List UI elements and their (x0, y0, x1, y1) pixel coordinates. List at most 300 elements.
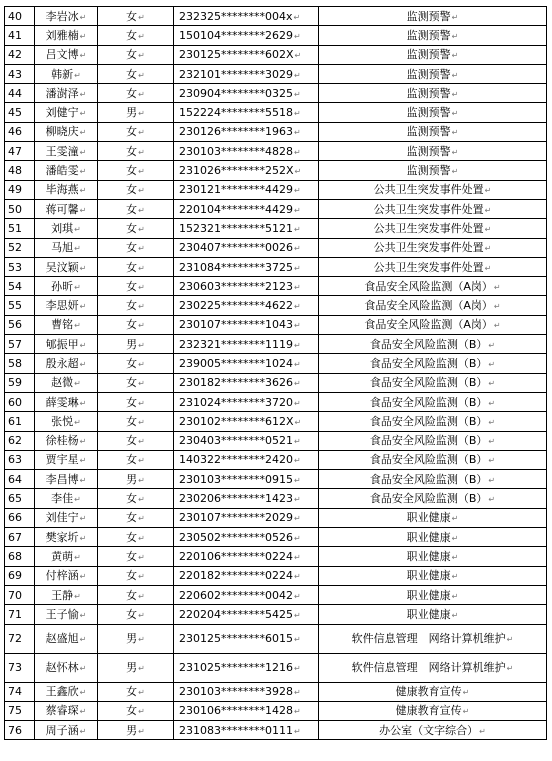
applied-position-cell (319, 470, 547, 489)
row-number: 67 (8, 530, 22, 544)
applicant-id-number-cell (174, 528, 319, 547)
paragraph-mark-icon: ↵ (138, 224, 145, 234)
paragraph-mark-icon: ↵ (74, 379, 81, 389)
row-number-cell (5, 122, 35, 141)
paragraph-mark-icon: ↵ (493, 321, 501, 331)
applicant-id-number-cell (174, 161, 319, 180)
table-row (5, 392, 547, 411)
applicant-name: 薛雯琳 (45, 395, 79, 409)
row-number: 45 (8, 106, 22, 120)
paragraph-mark-icon: ↵ (79, 533, 87, 543)
row-number: 74 (8, 685, 22, 699)
row-number: 50 (8, 202, 22, 216)
row-number: 56 (8, 318, 22, 332)
paragraph-mark-icon: ↵ (138, 167, 145, 177)
applied-position: 食品安全风险监测（B） (369, 472, 488, 486)
paragraph-mark-icon: ↵ (294, 167, 302, 177)
table-row (5, 489, 547, 508)
applicant-id-number-cell (174, 508, 319, 527)
applicant-name: 孙昕 (51, 279, 74, 293)
applicant-name: 黄萌 (51, 549, 74, 563)
applicant-name-cell (35, 335, 98, 354)
table-row (5, 508, 547, 527)
applied-position-cell (319, 431, 547, 450)
paragraph-mark-icon: ↵ (484, 244, 492, 254)
row-number: 54 (8, 279, 22, 293)
applicant-sex: 男 (126, 661, 138, 674)
paragraph-mark-icon: ↵ (138, 572, 145, 582)
applicant-sex: 女 (126, 588, 138, 602)
applicant-name-cell (35, 315, 98, 334)
row-number-cell (5, 180, 35, 199)
applicant-name: 李思妍 (45, 299, 79, 313)
applied-position: 食品安全风险监测（B） (369, 453, 488, 467)
applied-position-cell (319, 45, 547, 64)
applicant-name-cell (35, 721, 98, 740)
applied-position-cell (319, 701, 547, 720)
paragraph-mark-icon: ↵ (294, 224, 301, 234)
paragraph-mark-icon: ↵ (488, 437, 496, 447)
applied-position-cell (319, 624, 547, 653)
row-number: 41 (8, 28, 22, 42)
paragraph-mark-icon: ↵ (138, 70, 145, 80)
paragraph-mark-icon: ↵ (138, 186, 145, 196)
applicant-sex: 女 (126, 279, 138, 293)
applicant-id-number: 230121********4429 (179, 183, 293, 197)
applicant-sex-cell (98, 315, 174, 334)
applicant-name-cell (35, 296, 98, 315)
applicant-sex: 女 (126, 607, 138, 621)
applicant-name: 刘雅楠 (45, 28, 79, 42)
paragraph-mark-icon: ↵ (138, 282, 145, 292)
applicant-name: 李佳 (51, 492, 74, 506)
applied-position-cell (319, 508, 547, 527)
row-number-cell (5, 528, 35, 547)
paragraph-mark-icon: ↵ (79, 263, 87, 273)
applicant-sex-cell (98, 257, 174, 276)
applicant-id-number-cell (174, 373, 319, 392)
applicant-sex: 女 (126, 530, 138, 544)
applied-position: 监测预警 (406, 164, 451, 178)
applicant-name-cell (35, 45, 98, 64)
paragraph-mark-icon: ↵ (138, 398, 145, 408)
applicant-sex: 女 (126, 453, 138, 467)
applicant-sex: 女 (126, 511, 138, 525)
table-row (5, 199, 547, 218)
row-number-cell (5, 142, 35, 161)
row-number-cell (5, 605, 35, 624)
paragraph-mark-icon: ↵ (79, 726, 87, 736)
row-number: 69 (8, 569, 22, 583)
paragraph-mark-icon: ↵ (294, 244, 301, 254)
paragraph-mark-icon: ↵ (488, 379, 496, 389)
applied-position: 监测预警 (406, 86, 451, 100)
applied-position: 食品安全风险监测（B） (369, 376, 488, 390)
applicant-id-number-cell (174, 354, 319, 373)
applicant-id-number-cell (174, 701, 319, 720)
row-number-cell (5, 7, 35, 26)
table-row (5, 7, 547, 26)
applicant-sex-cell (98, 26, 174, 45)
row-number: 43 (8, 67, 22, 81)
applied-position-cell (319, 277, 547, 296)
paragraph-mark-icon: ↵ (79, 437, 87, 447)
applied-position: 食品安全风险监测（A岗） (364, 279, 493, 293)
applicant-name-cell (35, 489, 98, 508)
paragraph-mark-icon: ↵ (294, 635, 301, 644)
applicant-name: 潘皓雯 (45, 164, 79, 178)
row-number: 42 (8, 48, 22, 62)
paragraph-mark-icon: ↵ (451, 591, 459, 601)
paragraph-mark-icon: ↵ (74, 224, 81, 234)
applicant-id-number: 220104********4429 (179, 202, 293, 216)
applicant-sex-cell (98, 122, 174, 141)
applicant-id-number: 231083********0111 (179, 723, 293, 737)
paragraph-mark-icon: ↵ (79, 147, 87, 157)
applicant-name-cell (35, 373, 98, 392)
applicant-name-cell (35, 257, 98, 276)
applicant-id-number-cell (174, 219, 319, 238)
applicant-name: 柳晓庆 (45, 125, 79, 139)
table-row (5, 315, 547, 334)
paragraph-mark-icon: ↵ (138, 379, 145, 389)
applicant-id-number: 230103********0915 (179, 472, 293, 486)
table-row (5, 257, 547, 276)
applied-position-cell (319, 296, 547, 315)
applied-position: 健康教育宣传 (395, 704, 462, 718)
applicant-name: 赵微 (51, 376, 74, 390)
table-row (5, 605, 547, 624)
paragraph-mark-icon: ↵ (294, 417, 302, 427)
applicant-sex: 男 (126, 632, 138, 645)
applicant-sex: 女 (126, 376, 138, 390)
applicant-sex-cell (98, 653, 174, 682)
applicant-id-number-cell (174, 392, 319, 411)
row-number: 73 (8, 661, 22, 674)
paragraph-mark-icon: ↵ (138, 475, 145, 485)
applied-position-cell (319, 547, 547, 566)
paragraph-mark-icon: ↵ (79, 514, 87, 524)
paragraph-mark-icon: ↵ (74, 552, 81, 562)
paragraph-mark-icon: ↵ (138, 147, 145, 157)
paragraph-mark-icon: ↵ (294, 379, 301, 389)
row-number-cell (5, 431, 35, 450)
table-row (5, 721, 547, 740)
applicant-name-cell (35, 103, 98, 122)
row-number-cell (5, 566, 35, 585)
applicant-name: 吕文博 (45, 48, 79, 62)
paragraph-mark-icon: ↵ (79, 664, 87, 673)
paragraph-mark-icon: ↵ (294, 475, 301, 485)
row-number: 52 (8, 241, 22, 255)
applied-position-cell (319, 122, 547, 141)
row-number: 48 (8, 164, 22, 178)
applied-position-cell (319, 84, 547, 103)
table-row (5, 701, 547, 720)
applicant-id-number-cell (174, 277, 319, 296)
row-number-cell (5, 470, 35, 489)
row-number: 76 (8, 723, 22, 737)
paragraph-mark-icon: ↵ (451, 167, 459, 177)
applied-position-cell (319, 142, 547, 161)
paragraph-mark-icon: ↵ (451, 128, 459, 138)
applicant-id-number-cell (174, 585, 319, 604)
applicant-sex: 男 (126, 472, 138, 486)
row-number: 53 (8, 260, 22, 274)
row-number-cell (5, 373, 35, 392)
paragraph-mark-icon: ↵ (294, 514, 301, 524)
applied-position-cell (319, 354, 547, 373)
paragraph-mark-icon: ↵ (74, 321, 81, 331)
row-number: 72 (8, 632, 22, 645)
applicant-name: 刘琪 (51, 221, 74, 235)
paragraph-mark-icon: ↵ (294, 359, 301, 369)
row-number-cell (5, 585, 35, 604)
applicant-sex-cell (98, 296, 174, 315)
applicant-id-number-cell (174, 84, 319, 103)
applicant-sex-cell (98, 450, 174, 469)
row-number: 59 (8, 376, 22, 390)
applicant-id-number-cell (174, 315, 319, 334)
applicant-id-number: 230206********1423 (179, 492, 293, 506)
applicant-id-number-cell (174, 257, 319, 276)
paragraph-mark-icon: ↵ (74, 591, 81, 601)
applicant-name: 王静 (51, 588, 74, 602)
applicant-sex: 女 (126, 125, 138, 139)
applicant-name-cell (35, 64, 98, 83)
applicant-sex-cell (98, 528, 174, 547)
applied-position: 食品安全风险监测（B） (369, 395, 488, 409)
applicant-id-number-cell (174, 64, 319, 83)
paragraph-mark-icon: ↵ (451, 109, 459, 119)
paragraph-mark-icon: ↵ (74, 70, 81, 80)
applicant-name-cell (35, 238, 98, 257)
applicant-id-number-cell (174, 122, 319, 141)
paragraph-mark-icon: ↵ (138, 128, 145, 138)
applicant-name: 贾宇星 (45, 453, 79, 467)
paragraph-mark-icon: ↵ (294, 186, 301, 196)
applicant-id-number-cell (174, 653, 319, 682)
row-number: 60 (8, 395, 22, 409)
paragraph-mark-icon: ↵ (293, 12, 301, 22)
applicant-sex: 女 (126, 299, 138, 313)
paragraph-mark-icon: ↵ (294, 109, 301, 119)
paragraph-mark-icon: ↵ (138, 31, 145, 41)
applicant-name-cell (35, 412, 98, 431)
paragraph-mark-icon: ↵ (138, 51, 145, 61)
applicant-sex-cell (98, 45, 174, 64)
applicant-name: 赵怀林 (45, 661, 79, 674)
paragraph-mark-icon: ↵ (488, 456, 496, 466)
applicant-name-cell (35, 470, 98, 489)
paragraph-mark-icon: ↵ (294, 495, 301, 505)
applicant-sex: 女 (126, 164, 138, 178)
paragraph-mark-icon: ↵ (488, 359, 496, 369)
row-number-cell (5, 103, 35, 122)
table-row (5, 431, 547, 450)
applicant-name-cell (35, 585, 98, 604)
row-number-cell (5, 199, 35, 218)
table-row (5, 84, 547, 103)
applicant-id-number-cell (174, 142, 319, 161)
applicant-sex: 女 (126, 704, 138, 718)
applicant-id-number: 230103********3928 (179, 685, 293, 699)
row-number-cell (5, 450, 35, 469)
paragraph-mark-icon: ↵ (74, 244, 81, 254)
applicant-sex-cell (98, 373, 174, 392)
row-number: 64 (8, 472, 22, 486)
applicant-sex-cell (98, 585, 174, 604)
applicant-sex: 女 (126, 414, 138, 428)
applicant-name: 刘健宁 (45, 106, 79, 120)
applicant-id-number: 232321********1119 (179, 337, 293, 351)
applicant-id-number-cell (174, 547, 319, 566)
applicant-name-cell (35, 701, 98, 720)
paragraph-mark-icon: ↵ (294, 70, 301, 80)
paragraph-mark-icon: ↵ (294, 456, 301, 466)
applied-position: 公共卫生突发事件处置 (373, 241, 484, 255)
row-number: 49 (8, 183, 22, 197)
applicant-name-cell (35, 180, 98, 199)
applied-position: 监测预警 (406, 125, 451, 139)
applicant-id-number: 230106********1428 (179, 704, 293, 718)
table-row (5, 470, 547, 489)
paragraph-mark-icon: ↵ (294, 437, 301, 447)
paragraph-mark-icon: ↵ (138, 89, 145, 99)
paragraph-mark-icon: ↵ (294, 51, 302, 61)
paragraph-mark-icon: ↵ (506, 664, 514, 673)
applied-position-cell (319, 585, 547, 604)
paragraph-mark-icon: ↵ (493, 302, 501, 312)
applicant-sex-cell (98, 277, 174, 296)
row-number: 55 (8, 299, 22, 313)
applicant-name-cell (35, 508, 98, 527)
row-number-cell (5, 335, 35, 354)
paragraph-mark-icon: ↵ (493, 282, 501, 292)
paragraph-mark-icon: ↵ (484, 224, 492, 234)
paragraph-mark-icon: ↵ (138, 417, 145, 427)
applicant-sex-cell (98, 566, 174, 585)
applicant-id-number: 230126********1963 (179, 125, 293, 139)
applied-position: 职业健康 (406, 530, 451, 544)
row-number-cell (5, 653, 35, 682)
paragraph-mark-icon: ↵ (79, 635, 87, 644)
applicant-sex: 男 (126, 106, 138, 120)
table-row (5, 566, 547, 585)
paragraph-mark-icon: ↵ (488, 475, 496, 485)
paragraph-mark-icon: ↵ (79, 398, 87, 408)
applied-position-cell (319, 257, 547, 276)
paragraph-mark-icon: ↵ (138, 340, 145, 350)
applicant-id-number: 230603********2123 (179, 279, 293, 293)
paragraph-mark-icon: ↵ (462, 707, 470, 717)
applicant-name: 毕海燕 (45, 183, 79, 197)
row-number-cell (5, 354, 35, 373)
paragraph-mark-icon: ↵ (488, 417, 496, 427)
applicant-name: 李岩冰 (45, 9, 79, 23)
row-number: 51 (8, 221, 22, 235)
paragraph-mark-icon: ↵ (74, 495, 81, 505)
applicant-id-number: 230502********0526 (179, 530, 293, 544)
row-number-cell (5, 45, 35, 64)
applicant-id-number-cell (174, 103, 319, 122)
applicant-name-cell (35, 277, 98, 296)
paragraph-mark-icon: ↵ (138, 688, 145, 698)
applicant-sex-cell (98, 335, 174, 354)
applicant-id-number-cell (174, 26, 319, 45)
applicant-id-number: 231026********252X (179, 164, 294, 178)
row-number-cell (5, 412, 35, 431)
paragraph-mark-icon: ↵ (484, 186, 492, 196)
paragraph-mark-icon: ↵ (451, 12, 459, 22)
paragraph-mark-icon: ↵ (79, 31, 87, 41)
paragraph-mark-icon: ↵ (451, 533, 459, 543)
row-number-cell (5, 392, 35, 411)
applicant-id-number-cell (174, 721, 319, 740)
table-row (5, 528, 547, 547)
applied-position: 食品安全风险监测（B） (369, 356, 488, 370)
applicant-id-number: 230225********4622 (179, 299, 293, 313)
row-number-cell (5, 547, 35, 566)
applied-position-cell (319, 199, 547, 218)
applicant-table (4, 6, 547, 740)
row-number-cell (5, 277, 35, 296)
paragraph-mark-icon: ↵ (138, 664, 145, 673)
applicant-sex: 男 (126, 337, 138, 351)
applied-position-cell (319, 161, 547, 180)
applicant-name-cell (35, 161, 98, 180)
table-row (5, 354, 547, 373)
applicant-sex: 女 (126, 685, 138, 699)
applicant-name: 张悦 (51, 414, 74, 428)
paragraph-mark-icon: ↵ (451, 147, 459, 157)
applicant-id-number-cell (174, 470, 319, 489)
table-row (5, 450, 547, 469)
applicant-id-number: 230182********3626 (179, 376, 293, 390)
applied-position-cell (319, 26, 547, 45)
paragraph-mark-icon: ↵ (488, 495, 496, 505)
applied-position-cell (319, 315, 547, 334)
applied-position: 公共卫生突发事件处置 (373, 221, 484, 235)
applied-position: 健康教育宣传 (395, 685, 462, 699)
applicant-name-cell (35, 142, 98, 161)
applicant-sex: 女 (126, 67, 138, 81)
paragraph-mark-icon: ↵ (294, 533, 301, 543)
paragraph-mark-icon: ↵ (294, 707, 301, 717)
paragraph-mark-icon: ↵ (138, 533, 145, 543)
table-row (5, 219, 547, 238)
applied-position-cell (319, 605, 547, 624)
applicant-name: 王鑫欣 (45, 685, 79, 699)
applicant-name-cell (35, 450, 98, 469)
applicant-name-cell (35, 122, 98, 141)
applicant-sex: 女 (126, 492, 138, 506)
applicant-sex-cell (98, 489, 174, 508)
applicant-name-cell (35, 7, 98, 26)
row-number: 47 (8, 144, 22, 158)
applied-position-cell (319, 335, 547, 354)
applicant-id-number: 230103********4828 (179, 144, 293, 158)
paragraph-mark-icon: ↵ (138, 610, 145, 620)
paragraph-mark-icon: ↵ (138, 205, 145, 215)
paragraph-mark-icon: ↵ (79, 128, 87, 138)
applicant-sex-cell (98, 508, 174, 527)
applied-position: 监测预警 (406, 67, 451, 81)
applicant-name: 潘澍泽 (45, 86, 79, 100)
table-row (5, 122, 547, 141)
applicant-id-number-cell (174, 431, 319, 450)
paragraph-mark-icon: ↵ (294, 552, 301, 562)
